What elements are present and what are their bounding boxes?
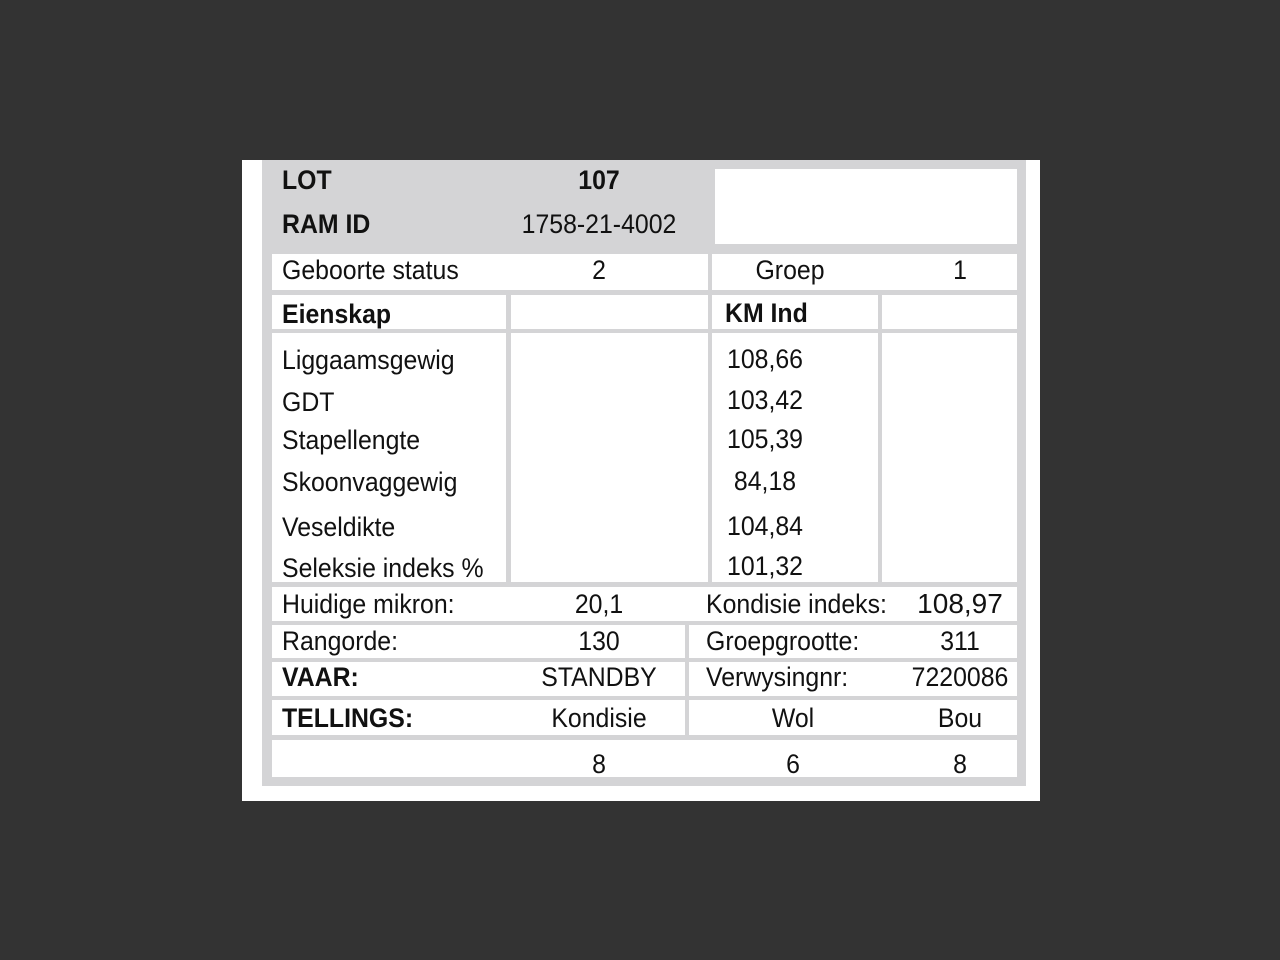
counts-header-build: Bou [937, 703, 983, 733]
trait-index: 108,66 [727, 344, 803, 374]
ref-value: 7220086 [911, 662, 1009, 692]
counts-values-cell [272, 740, 1017, 777]
micron-label: Huidige mikron: [282, 589, 455, 619]
trait-index: 105,39 [727, 424, 803, 454]
micron-value: 20,1 [574, 589, 624, 619]
trait-name: Skoonvaggewig [282, 467, 458, 497]
counts-value-build: 8 [953, 749, 967, 779]
blank-body-cell [511, 333, 708, 582]
trait-name: Veseldikte [282, 512, 396, 542]
trait-name: Seleksie indeks % [282, 553, 484, 583]
index-column-header: KM Ind [725, 298, 808, 328]
rank-label: Rangorde: [282, 626, 399, 656]
group-size-value: 311 [940, 626, 980, 656]
counts-header-condition: Kondisie [551, 703, 647, 733]
lot-label: LOT [282, 165, 332, 195]
ram-id-label: RAM ID [282, 209, 371, 239]
birth-status-label: Geboorte status [282, 255, 459, 285]
counts-value-wool: 6 [786, 749, 800, 779]
lot-value: 107 [578, 165, 620, 195]
trait-column-header: Eienskap [282, 299, 392, 329]
group-size-label: Groepgrootte: [706, 626, 860, 656]
trait-name: GDT [282, 387, 335, 417]
sire-value: STANDBY [541, 662, 657, 692]
group-value: 1 [953, 255, 967, 285]
blank-header-cell [511, 295, 708, 329]
group-label: Groep [755, 255, 825, 285]
birth-status-value: 2 [592, 255, 606, 285]
counts-value-condition: 8 [592, 749, 606, 779]
trait-name: Stapellengte [282, 425, 421, 455]
trait-name: Liggaamsgewig [282, 345, 455, 375]
trait-index: 103,42 [727, 385, 803, 415]
photo-box [715, 169, 1017, 244]
rank-value: 130 [578, 626, 620, 656]
trait-index: 84,18 [733, 466, 797, 496]
sire-label: VAAR: [282, 662, 359, 692]
blank-body-cell-2 [882, 333, 1017, 582]
trait-index: 104,84 [727, 511, 803, 541]
ref-label: Verwysingnr: [706, 662, 849, 692]
condition-index-value: 108,97 [917, 588, 1003, 619]
counts-label: TELLINGS: [282, 703, 414, 733]
ram-id-value: 1758-21-4002 [521, 209, 677, 239]
counts-header-wool: Wol [771, 703, 815, 733]
blank-header-cell-2 [882, 295, 1017, 329]
trait-index: 101,32 [727, 551, 803, 581]
condition-index-label: Kondisie indeks: [706, 589, 887, 619]
